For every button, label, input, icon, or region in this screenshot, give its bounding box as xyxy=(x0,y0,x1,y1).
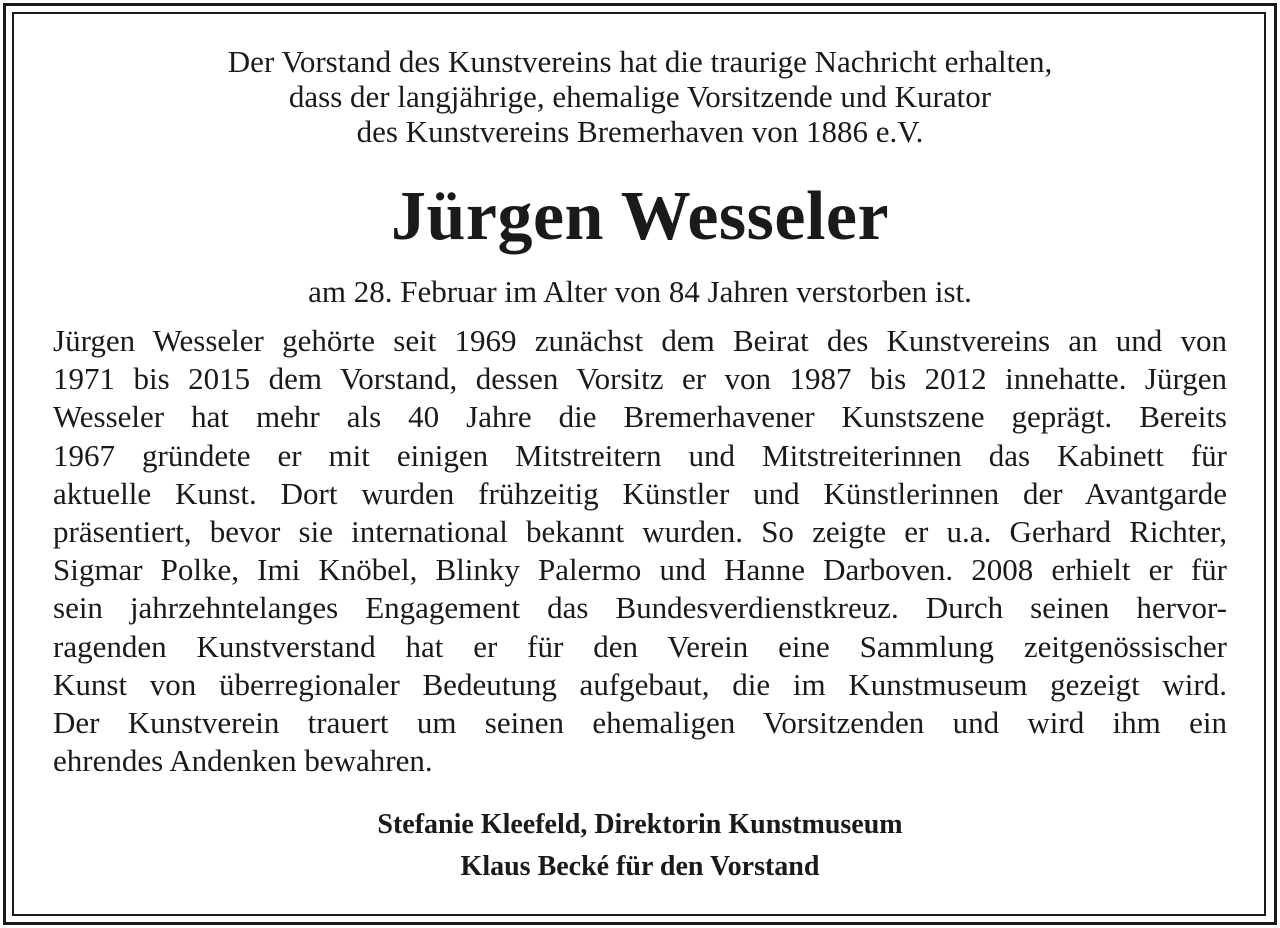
body-line: Wesseler hat mehr als 40 Jahre die Bremerhavener Kunstszene geprägt. Bereits xyxy=(53,399,1227,435)
intro-line: dass der langjährige, ehemalige Vorsitzende und Kurator xyxy=(288,79,992,114)
signature-line: Stefanie Kleefeld, Direktorin Kunstmuseum xyxy=(377,809,903,840)
body-line: ehrendes Andenken bewahren. xyxy=(53,743,433,779)
intro-paragraph xyxy=(0,44,1280,149)
body-line: 1967 gründete er mit einigen Mitstreitern und Mitstreiterinnen das Kabinett für xyxy=(53,437,1227,473)
body-line: Kunst von überregionaler Bedeutung aufgebaut, die im Kunstmuseum gezeigt wird. xyxy=(53,666,1227,702)
body-line: präsentiert, bevor sie international bekannt wurden. So zeigte er u.a. Gerhard Richter, xyxy=(53,514,1227,550)
signature-line: Klaus Becké für den Vorstand xyxy=(460,851,820,882)
intro-line: des Kunstvereins Bremerhaven von 1886 e.V. xyxy=(356,114,924,149)
signature-block xyxy=(0,804,1280,888)
body-line: sein jahrzehntelanges Engagement das Bundesverdienstkreuz. Durch seinen hervor- xyxy=(53,590,1227,626)
body-line: Der Kunstverein trauert um seinen ehemaligen Vorsitzenden und wird ihm ein xyxy=(53,705,1227,741)
intro-line: Der Vorstand des Kunstvereins hat die traurige Nachricht erhalten, xyxy=(227,44,1053,79)
body-line: ragenden Kunstverstand hat er für den Verein eine Sammlung zeitgenössischer xyxy=(53,628,1227,664)
body-line: Jürgen Wesseler gehörte seit 1969 zunächst dem Beirat des Kunstvereins an und von xyxy=(53,323,1227,358)
body-line: aktuelle Kunst. Dort wurden frühzeitig Künstler und Künstlerinnen der Avantgarde xyxy=(53,475,1227,511)
body-line: Sigmar Polke, Imi Knöbel, Blinky Palermo und Hanne Darboven. 2008 erhielt er für xyxy=(53,552,1227,588)
body-line: 1971 bis 2015 dem Vorstand, dessen Vorsitz er von 1987 bis 2012 innehatte. Jürgen xyxy=(53,361,1227,397)
deceased-name-heading: Jürgen Wesseler xyxy=(390,178,890,255)
death-notice: am 28. Februar im Alter von 84 Jahren verstorben ist. xyxy=(308,274,972,309)
obituary-body xyxy=(53,322,1227,780)
